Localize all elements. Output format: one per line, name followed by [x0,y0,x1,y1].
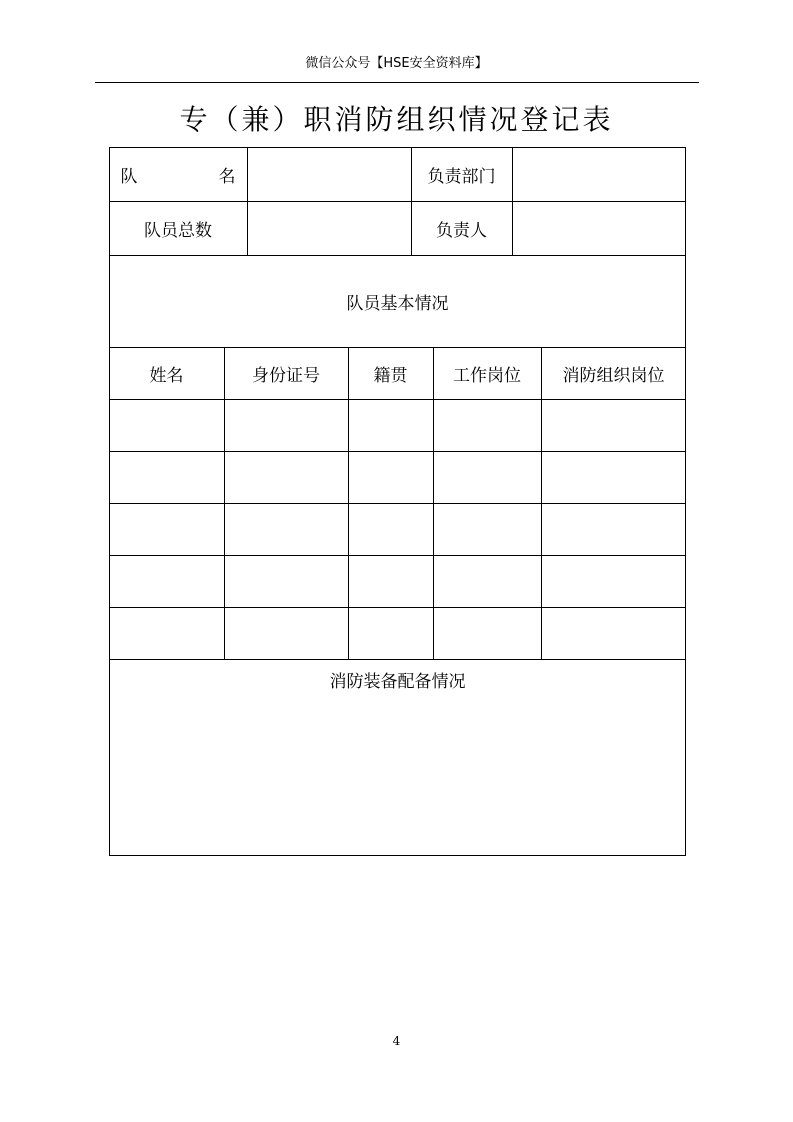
table-cell[interactable] [434,452,541,503]
table-cell[interactable] [225,452,348,503]
table-border-bottom [109,855,686,856]
table-cell[interactable] [434,400,541,451]
equipment-notes-field[interactable] [110,699,685,855]
department-label: 负责部门 [427,166,496,187]
table-cell[interactable] [542,400,685,451]
table-cell[interactable] [225,556,348,607]
table-cell[interactable] [110,400,224,451]
table-row [109,607,686,659]
table-cell[interactable] [434,504,541,555]
table-cell[interactable] [110,556,224,607]
leader-label: 负责人 [436,220,487,241]
table-cell[interactable] [349,504,433,555]
column-header-native-place: 籍贯 [373,365,408,386]
table-row [109,399,686,451]
equipment-section-title: 消防装备配备情况 [329,671,466,692]
registration-form [109,147,686,856]
table-cell[interactable] [110,452,224,503]
form-title: 专（兼）职消防组织情况登记表 [179,103,614,136]
department-field[interactable] [513,148,685,201]
member-count-field[interactable] [248,202,411,255]
table-cell[interactable] [542,556,685,607]
table-cell[interactable] [225,608,348,659]
column-header-id-number: 身份证号 [252,365,320,386]
table-cell[interactable] [225,400,348,451]
column-header-fire-org-position: 消防组织岗位 [562,365,665,386]
header-text: 微信公众号【HSE安全资料库】 [305,56,488,71]
table-cell[interactable] [225,504,348,555]
column-header-job-position: 工作岗位 [453,365,521,386]
table-cell[interactable] [542,452,685,503]
table-cell[interactable] [542,608,685,659]
table-cell[interactable] [349,400,433,451]
table-cell[interactable] [542,504,685,555]
leader-field[interactable] [513,202,685,255]
page-number: 4 [392,1034,401,1048]
table-cell[interactable] [434,556,541,607]
table-cell[interactable] [349,556,433,607]
header-rule [95,82,699,83]
table-row [109,503,686,555]
table-cell[interactable] [349,608,433,659]
table-row [109,555,686,607]
table-cell[interactable] [434,608,541,659]
table-cell[interactable] [110,608,224,659]
table-cell[interactable] [110,504,224,555]
team-name-field[interactable] [248,148,411,201]
members-section-title: 队员基本情况 [346,293,449,314]
team-name-label: 队 名 [120,166,268,187]
member-count-label: 队员总数 [144,220,212,241]
table-row [109,451,686,503]
table-cell[interactable] [349,452,433,503]
column-header-name: 姓名 [149,365,184,386]
